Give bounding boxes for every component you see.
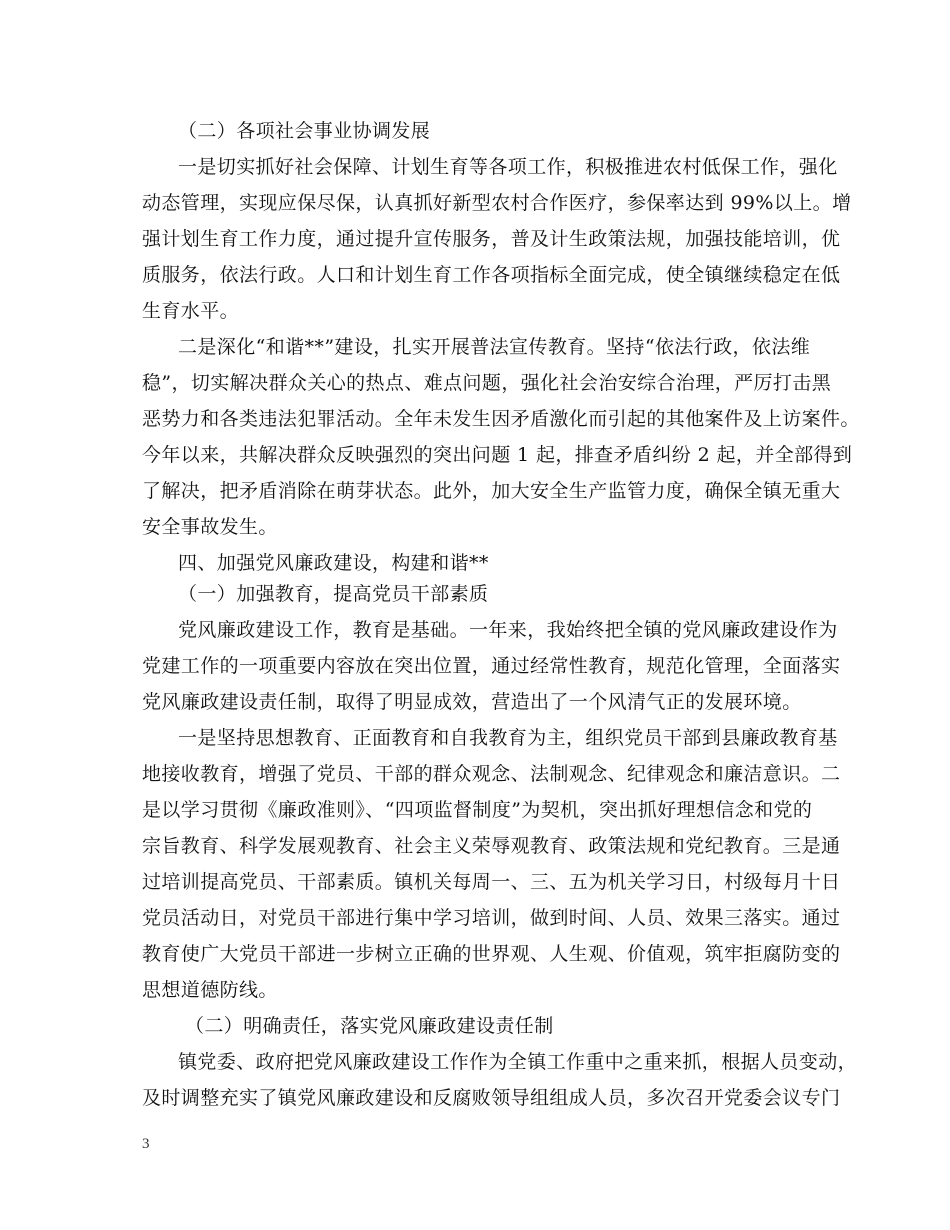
paragraph-line: 党员活动日，对党员干部进行集中学习培训，做到时间、人员、效果三落实。通过	[142, 907, 841, 929]
paragraph-line: 一是切实抓好社会保障、计划生育等各项工作，积极推进农村低保工作，强化	[178, 156, 838, 178]
document-body	[142, 116, 860, 1114]
paragraph-line: 是以学习贯彻《廉政准则》、“四项监督制度”为契机，突出抓好理想信念和党的	[142, 799, 813, 821]
paragraph-line: 宗旨教育、科学发展观教育、社会主义荣辱观教育、政策法规和党纪教育。三是通	[142, 835, 841, 857]
paragraph-line: 强计划生育工作力度，通过提升宣传服务，普及计生政策法规，加强技能培训，优	[142, 228, 841, 250]
paragraph-line: 稳”，切实解决群众关心的热点、难点问题，强化社会治安综合治理，严厉打击黑	[142, 372, 832, 394]
paragraph-line: 今年以来，共解决群众反映强烈的突出问题 1 起，排查矛盾纠纷 2 起，并全部得到	[142, 444, 853, 466]
paragraph-line: 党风廉政建设工作，教育是基础。一年来，我始终把全镇的党风廉政建设作为	[178, 619, 838, 641]
paragraph-line: 教育使广大党员干部进一步树立正确的世界观、人生观、价值观，筑牢拒腐防变的	[142, 943, 841, 965]
subsection-heading: （二）明确责任，落实党风廉政建设责任制	[185, 1015, 554, 1037]
section-heading: （二）各项社会事业协调发展	[178, 120, 431, 142]
paragraph-line: 及时调整充实了镇党风廉政建设和反腐败领导组组成人员，多次召开党委会议专门	[142, 1087, 841, 1109]
paragraph-line: 一是坚持思想教育、正面教育和自我教育为主，组织党员干部到县廉政教育基	[178, 727, 838, 749]
page-number: 3	[142, 1136, 150, 1152]
paragraph-line: 二是深化“和谐**”建设，扎实开展普法宣传教育。坚持“依法行政，依法维	[178, 336, 811, 358]
paragraph-line: 过培训提高党员、干部素质。镇机关每周一、三、五为机关学习日，村级每月十日	[142, 871, 841, 893]
paragraph-line: 思想道德防线。	[142, 979, 278, 1001]
paragraph-line: 安全事故发生。	[142, 516, 278, 538]
subsection-heading: （一）加强教育，提高党员干部素质	[178, 583, 489, 605]
paragraph-line: 了解决，把矛盾消除在萌芽状态。此外，加大安全生产监管力度，确保全镇无重大	[142, 480, 841, 502]
paragraph-line: 党风廉政建设责任制，取得了明显成效，营造出了一个风清气正的发展环境。	[142, 691, 802, 713]
paragraph-line: 党建工作的一项重要内容放在突出位置，通过经常性教育，规范化管理，全面落实	[142, 655, 841, 677]
paragraph-line: 恶势力和各类违法犯罪活动。全年未发生因矛盾激化而引起的其他案件及上访案件。	[142, 408, 860, 430]
section-heading: 四、加强党风廉政建设，构建和谐**	[178, 552, 489, 574]
paragraph-line: 生育水平。	[142, 300, 240, 322]
paragraph-line: 动态管理，实现应保尽保，认真抓好新型农村合作医疗，参保率达到 99%以上。增	[142, 192, 852, 214]
paragraph-line: 镇党委、政府把党风廉政建设工作作为全镇工作重中之重来抓，根据人员变动，	[178, 1051, 858, 1073]
paragraph-line: 质服务，依法行政。人口和计划生育工作各项指标全面完成，使全镇继续稳定在低	[142, 264, 841, 286]
paragraph-line: 地接收教育，增强了党员、干部的群众观念、法制观念、纪律观念和廉洁意识。二	[142, 763, 841, 785]
